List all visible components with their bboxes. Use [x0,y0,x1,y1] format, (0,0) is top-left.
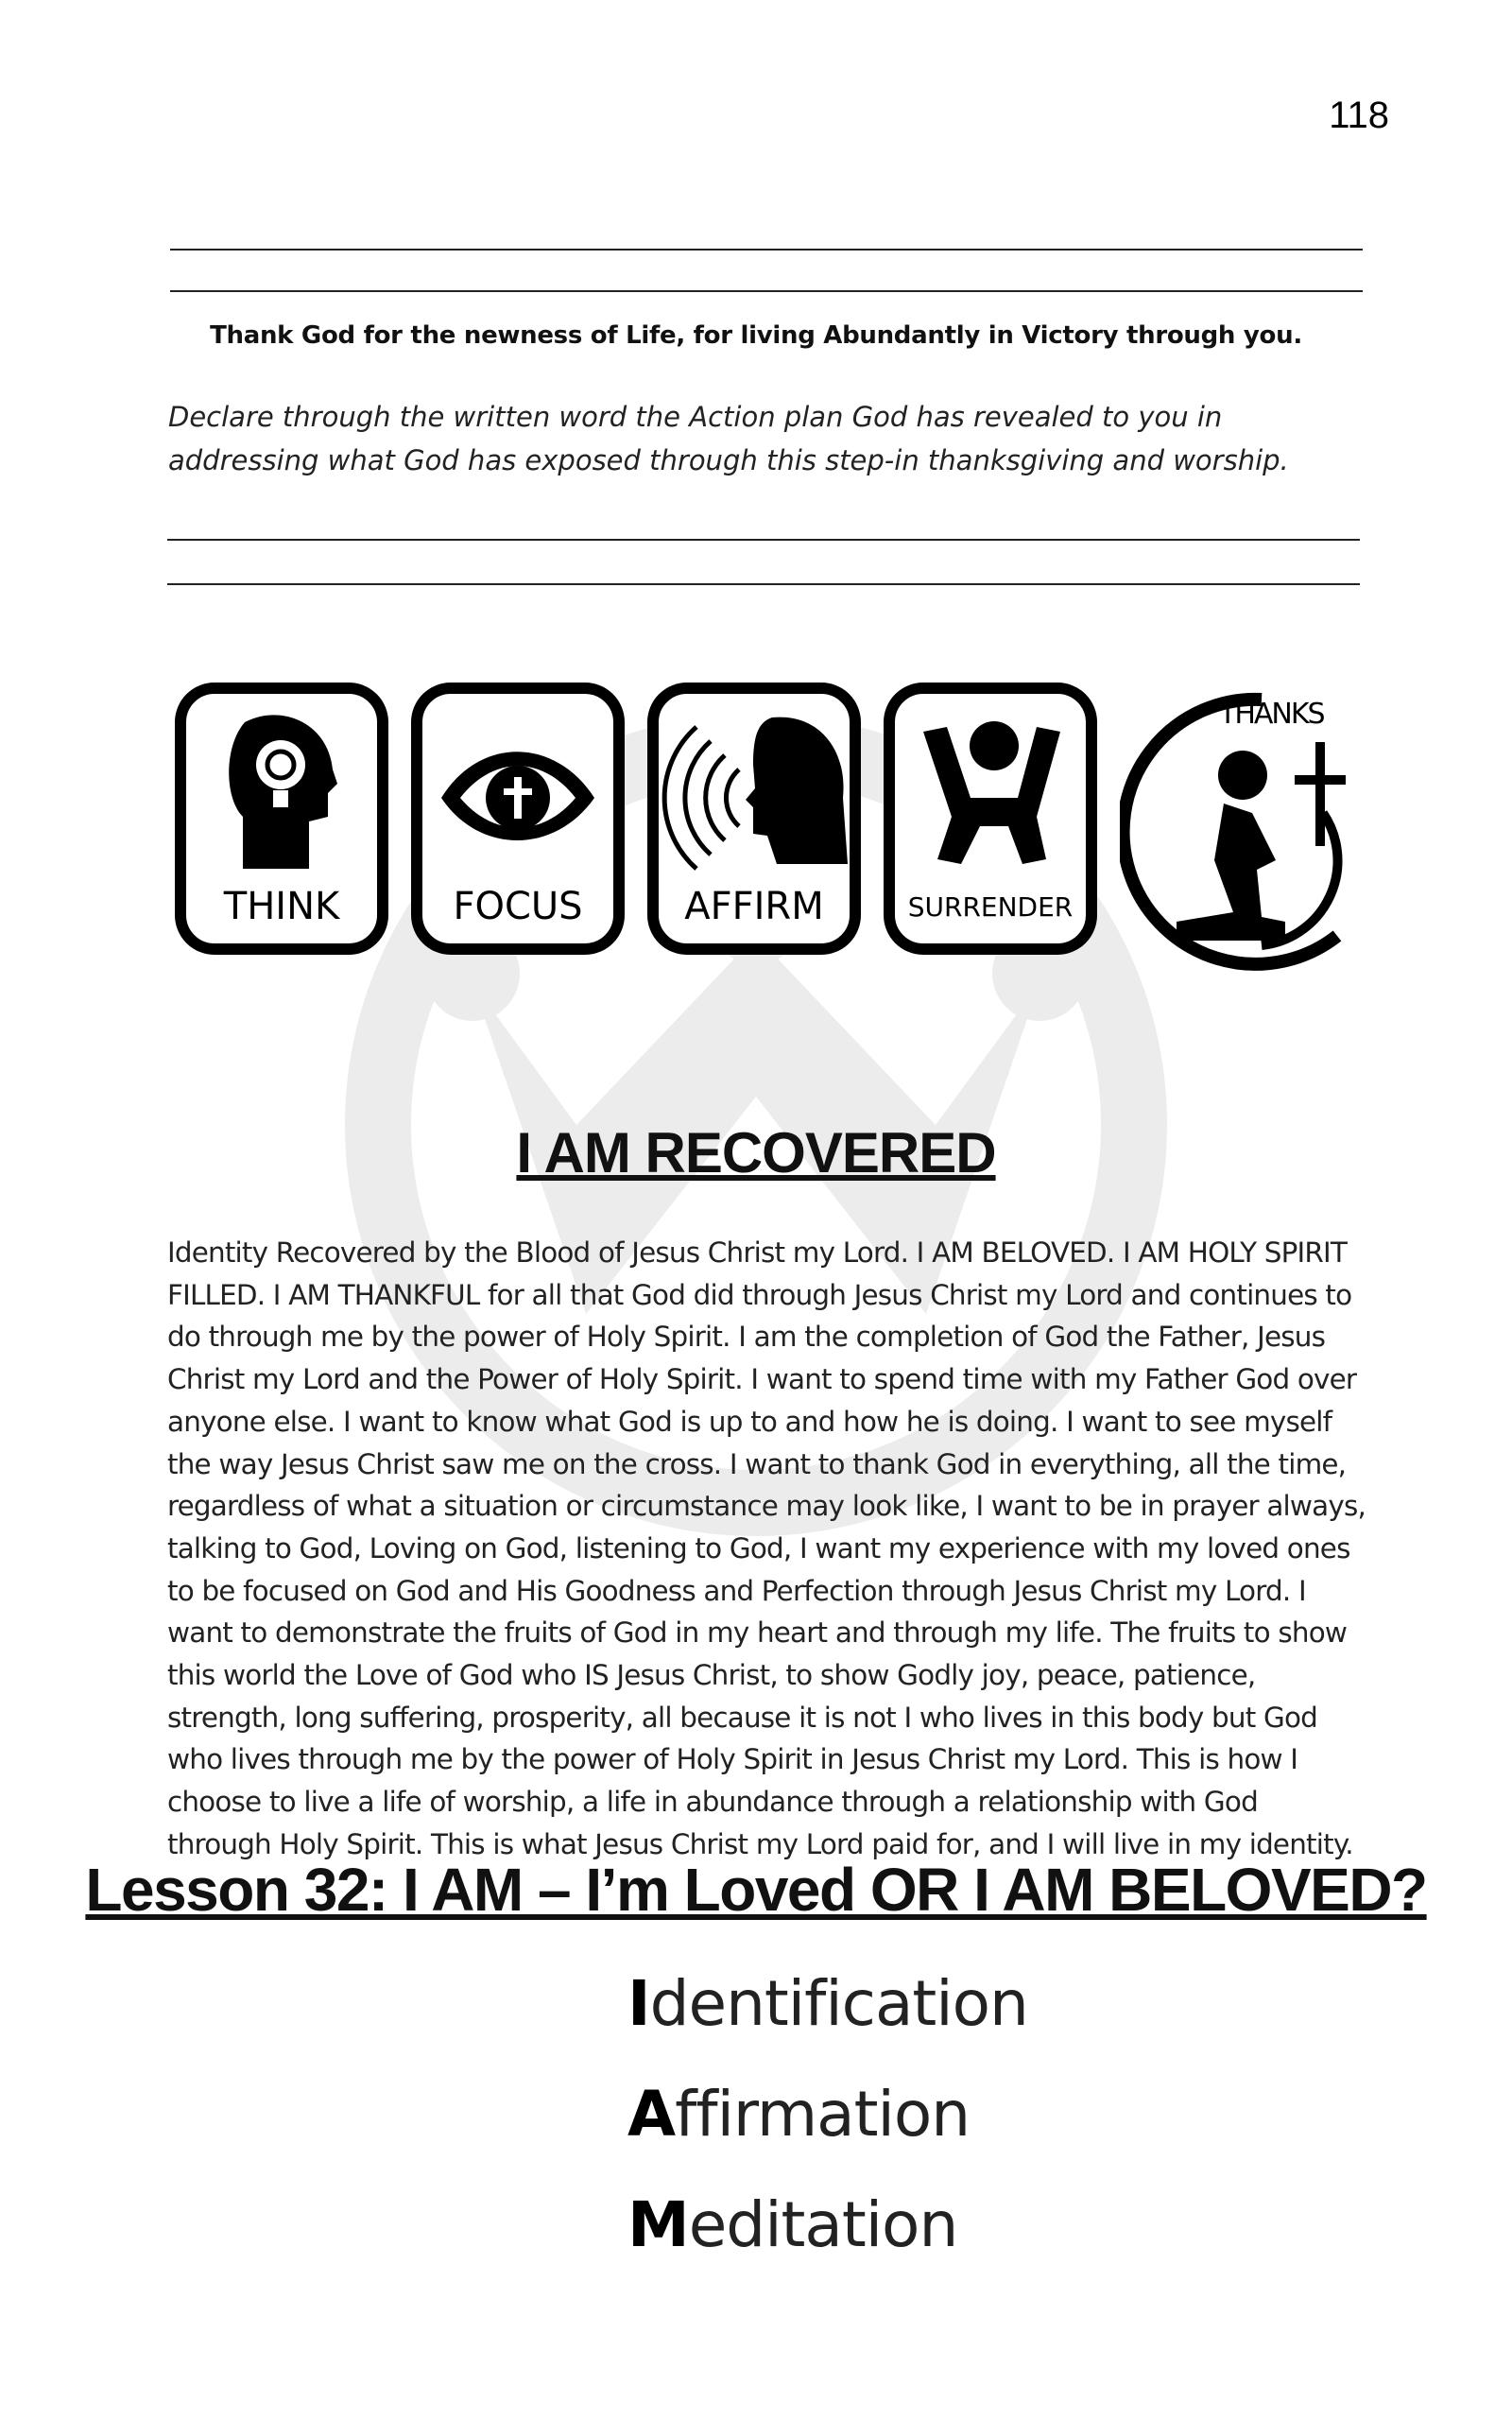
icon-label: AFFIRM [684,885,824,928]
meditation-item [627,2187,1028,2298]
icon-label: SURRENDER [907,891,1074,923]
acronym-initial: A [627,2078,676,2151]
acronym-rest: editation [688,2188,958,2261]
writing-line-4 [167,583,1360,585]
writing-line-1 [170,249,1363,251]
process-icon-row [175,671,1375,974]
speaking-head-icon [659,694,850,883]
thanks-step [1120,671,1375,974]
page-number: 118 [1329,95,1389,136]
acronym-initial: M [627,2188,689,2261]
affirmation-item [627,2077,1028,2187]
think-step [175,683,388,955]
acronym-rest: dentification [649,1967,1028,2040]
identity-paragraph: Identity Recovered by the Blood of Jesus Christ my Lord. I AM BELOVED. I AM HOLY SPIRIT FILLED. I AM THANKFUL for all that God did through Jesus Christ my Lord and continues to do through me by the power of Holy Spirit. I am the completion of God the Father, Jesus Christ my Lord and the Power of Holy Spirit. I want to spend time with my Father God over anyone else. I want to know what God is up to and how he is doing. I want to see myself the way Jesus Christ saw me on the cross. I want to thank God in everything, all the time, regardless of what a situation or circumstance may look like, I want to be in prayer always, talking to God, Loving on God, listening to God, I want my experience with my loved ones to be focused on God and His Goodness and Perfection through Jesus Christ my Lord. I want to demonstrate the fruits of God in my heart and through my life. The fruits to show this world the Love of God who IS Jesus Christ, to show Godly joy, peace, patience, strength, long suffering, prosperity, all because it is not I who lives in this body but God who lives through me by the power of Holy Spirit in Jesus Christ my Lord. This is how I choose to live a life of worship, a life in abundance through a relationship with God through Holy Spirit. This is what Jesus Christ my Lord paid for, and I will live in my identity. [167,1236,1366,1860]
eye-cross-icon [422,694,613,883]
surrender-step [884,683,1097,955]
raised-arms-figure-icon [895,694,1086,883]
i-am-recovered-heading: I AM RECOVERED [516,1121,996,1184]
icon-label: FOCUS [453,885,583,928]
writing-line-2 [170,290,1363,292]
writing-line-3 [167,539,1360,541]
identification-item [627,1966,1028,2077]
declare-instruction: Declare through the written word the Action plan God has revealed to you in addressing what God has exposed through this step-in thanksgiving and worship. [168,401,1289,476]
acronym-rest: ffirmation [675,2078,971,2151]
thank-line: Thank God for the newness of Life, for living Abundantly in Victory through you. [210,321,1302,350]
head-lightbulb-icon [186,694,377,883]
affirm-step [647,683,861,955]
lesson-title: Lesson 32: I AM – I’m Loved OR I AM BELOVED? [85,1856,1427,1924]
thanks-label: THANKS [1219,698,1324,731]
acronym-initial: I [627,1967,650,2040]
focus-step [411,683,625,955]
iam-acronym-list [627,1966,1028,2298]
icon-label: THINK [223,885,340,928]
